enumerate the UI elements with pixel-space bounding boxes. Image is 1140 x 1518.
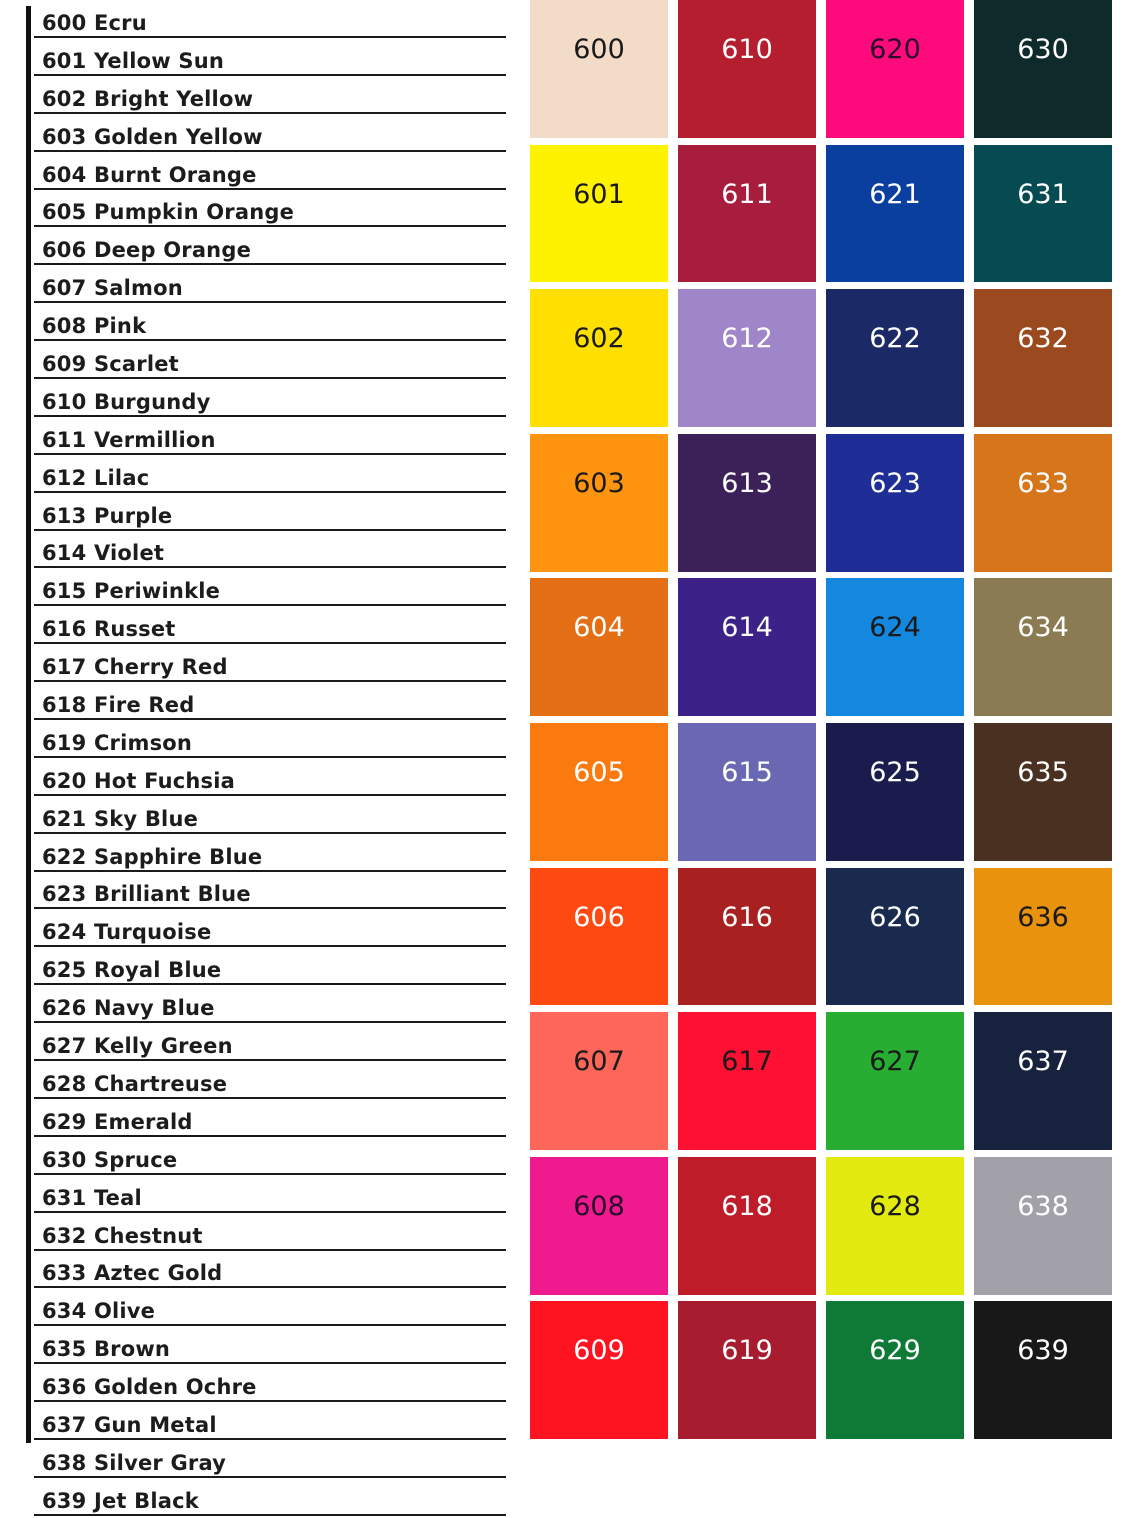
color-name-row [34, 1442, 506, 1478]
color-name-row [34, 154, 506, 190]
color-swatch [530, 1301, 668, 1439]
color-name-label: 639 Jet Black [42, 1488, 199, 1513]
color-name-label: 607 Salmon [42, 276, 183, 301]
color-swatch [826, 578, 964, 716]
color-swatch [530, 1012, 668, 1150]
color-name-row [34, 684, 506, 720]
color-swatch [678, 0, 816, 138]
color-name-label: 615 Periwinkle [42, 579, 221, 604]
color-swatch [974, 578, 1112, 716]
color-name-row [34, 305, 506, 341]
color-name-label: 626 Navy Blue [42, 996, 215, 1021]
color-name-label: 601 Yellow Sun [42, 48, 225, 73]
color-name-label: 611 Vermillion [42, 427, 216, 452]
color-name-row [34, 1025, 506, 1061]
color-name-label: 621 Sky Blue [42, 806, 199, 831]
color-swatch [974, 145, 1112, 283]
color-swatch [826, 1157, 964, 1295]
color-name-row [34, 1328, 506, 1364]
color-name-label: 634 Olive [42, 1299, 156, 1324]
color-name-row [34, 116, 506, 152]
color-name-label: 638 Silver Gray [42, 1450, 227, 1475]
swatch-code-label: 601 [573, 178, 625, 210]
color-name-label: 606 Deep Orange [42, 238, 252, 263]
swatch-code-label: 623 [869, 467, 921, 499]
color-name-row [34, 911, 506, 947]
color-swatch [974, 289, 1112, 427]
color-swatch [974, 723, 1112, 861]
swatch-code-label: 617 [721, 1046, 773, 1078]
color-name-row [34, 267, 506, 303]
color-swatch [678, 1157, 816, 1295]
color-name-row [34, 1063, 506, 1099]
color-name-label: 604 Burnt Orange [42, 162, 257, 187]
color-swatch-grid [530, 0, 1112, 1444]
color-name-label: 637 Gun Metal [42, 1412, 217, 1437]
color-swatch [678, 145, 816, 283]
color-name-row [34, 1215, 506, 1251]
swatch-code-label: 607 [573, 1046, 625, 1078]
color-swatch [826, 434, 964, 572]
color-swatch [826, 145, 964, 283]
color-name-label: 619 Crimson [42, 730, 193, 755]
swatch-code-label: 614 [721, 612, 773, 644]
color-name-label: 627 Kelly Green [42, 1034, 233, 1059]
swatch-code-label: 600 [573, 34, 625, 65]
color-name-label: 620 Hot Fuchsia [42, 768, 236, 793]
swatch-code-label: 638 [1017, 1190, 1069, 1222]
color-name-label: 614 Violet [42, 541, 165, 566]
swatch-code-label: 624 [869, 612, 921, 644]
swatch-code-label: 625 [869, 756, 921, 788]
swatch-code-label: 637 [1017, 1046, 1069, 1078]
color-name-label: 636 Golden Ochre [42, 1375, 257, 1400]
color-name-label: 608 Pink [42, 314, 147, 339]
swatch-code-label: 627 [869, 1046, 921, 1078]
color-name-label: 631 Teal [42, 1185, 142, 1210]
swatch-code-label: 632 [1017, 323, 1069, 355]
color-swatch [826, 868, 964, 1006]
color-name-label: 624 Turquoise [42, 920, 212, 945]
color-name-row [34, 78, 506, 114]
color-name-row [34, 1366, 506, 1402]
color-name-label: 602 Bright Yellow [42, 86, 254, 111]
swatch-code-label: 635 [1017, 756, 1069, 788]
color-name-label: 613 Purple [42, 503, 173, 528]
color-swatch [974, 0, 1112, 138]
color-name-row [34, 532, 506, 568]
swatch-code-label: 631 [1017, 178, 1069, 210]
color-swatch [974, 868, 1112, 1006]
swatch-code-label: 626 [869, 901, 921, 933]
swatch-code-label: 639 [1017, 1335, 1069, 1367]
color-name-row [34, 646, 506, 682]
swatch-code-label: 602 [573, 323, 625, 355]
color-name-row [34, 495, 506, 531]
color-name-row [34, 419, 506, 455]
color-swatch [826, 723, 964, 861]
swatch-code-label: 618 [721, 1190, 773, 1222]
color-name-row [34, 1404, 506, 1440]
swatch-code-label: 634 [1017, 612, 1069, 644]
color-name-label: 635 Brown [42, 1337, 171, 1362]
color-name-label: 628 Chartreuse [42, 1071, 228, 1096]
color-name-row [34, 1252, 506, 1288]
color-name-label: 618 Fire Red [42, 693, 195, 718]
color-name-label: 612 Lilac [42, 465, 150, 490]
color-swatch [974, 1157, 1112, 1295]
swatch-code-label: 609 [573, 1335, 625, 1367]
swatch-code-label: 619 [721, 1335, 773, 1367]
swatch-code-label: 616 [721, 901, 773, 933]
color-name-row [34, 873, 506, 909]
color-name-label: 633 Aztec Gold [42, 1261, 223, 1286]
swatch-code-label: 610 [721, 34, 773, 65]
color-name-row [34, 381, 506, 417]
color-name-row [34, 457, 506, 493]
color-name-label: 625 Royal Blue [42, 958, 222, 983]
color-name-row [34, 40, 506, 76]
color-swatch [678, 868, 816, 1006]
color-name-label: 605 Pumpkin Orange [42, 200, 295, 225]
color-name-row [34, 229, 506, 265]
color-name-label: 622 Sapphire Blue [42, 844, 263, 869]
swatch-code-label: 613 [721, 467, 773, 499]
swatch-code-label: 636 [1017, 901, 1069, 933]
color-name-label: 610 Burgundy [42, 389, 211, 414]
color-name-label: 629 Emerald [42, 1109, 193, 1134]
color-name-row [34, 608, 506, 644]
color-swatch [974, 1012, 1112, 1150]
color-swatch [974, 434, 1112, 572]
color-swatch [974, 1301, 1112, 1439]
color-name-row [34, 1101, 506, 1137]
color-name-label: 600 Ecru [42, 11, 147, 35]
swatch-code-label: 612 [721, 323, 773, 355]
color-swatch [530, 289, 668, 427]
swatch-code-label: 605 [573, 756, 625, 788]
color-swatch [530, 723, 668, 861]
color-name-label: 630 Spruce [42, 1147, 178, 1172]
color-name-label: 632 Chestnut [42, 1223, 203, 1248]
swatch-code-label: 629 [869, 1335, 921, 1367]
color-name-label: 616 Russet [42, 617, 176, 642]
color-name-row [34, 1139, 506, 1175]
color-name-row [34, 191, 506, 227]
color-swatch [678, 289, 816, 427]
color-name-row [34, 1177, 506, 1213]
color-name-row [34, 2, 506, 38]
swatch-code-label: 622 [869, 323, 921, 355]
color-swatch [678, 1301, 816, 1439]
color-swatch [530, 1157, 668, 1295]
color-swatch [530, 0, 668, 138]
color-name-row [34, 722, 506, 758]
swatch-code-label: 606 [573, 901, 625, 933]
color-name-row [34, 1290, 506, 1326]
color-name-row [34, 949, 506, 985]
swatch-code-label: 620 [869, 34, 921, 65]
color-swatch [826, 0, 964, 138]
color-swatch [678, 1012, 816, 1150]
color-name-list [34, 2, 506, 1518]
color-swatch [678, 578, 816, 716]
swatch-code-label: 630 [1017, 34, 1069, 65]
color-name-row [34, 1480, 506, 1516]
swatch-code-label: 608 [573, 1190, 625, 1222]
swatch-code-label: 615 [721, 756, 773, 788]
swatch-code-label: 628 [869, 1190, 921, 1222]
swatch-code-label: 633 [1017, 467, 1069, 499]
color-name-row [34, 798, 506, 834]
color-swatch [530, 868, 668, 1006]
color-name-label: 623 Brilliant Blue [42, 882, 251, 907]
swatch-code-label: 604 [573, 612, 625, 644]
color-swatch [678, 723, 816, 861]
color-name-label: 609 Scarlet [42, 352, 179, 377]
color-swatch [826, 289, 964, 427]
color-name-row [34, 836, 506, 872]
swatch-code-label: 621 [869, 178, 921, 210]
color-swatch [530, 434, 668, 572]
color-swatch [826, 1301, 964, 1439]
color-swatch [678, 434, 816, 572]
color-name-row [34, 760, 506, 796]
color-name-row [34, 987, 506, 1023]
color-name-label: 617 Cherry Red [42, 655, 228, 680]
color-swatch [826, 1012, 964, 1150]
color-swatch [530, 145, 668, 283]
color-name-row [34, 343, 506, 379]
swatch-code-label: 611 [721, 178, 773, 210]
swatch-code-label: 603 [573, 467, 625, 499]
color-name-label: 603 Golden Yellow [42, 124, 263, 149]
color-swatch [530, 578, 668, 716]
list-vertical-rule [26, 6, 31, 1443]
color-name-row [34, 570, 506, 606]
